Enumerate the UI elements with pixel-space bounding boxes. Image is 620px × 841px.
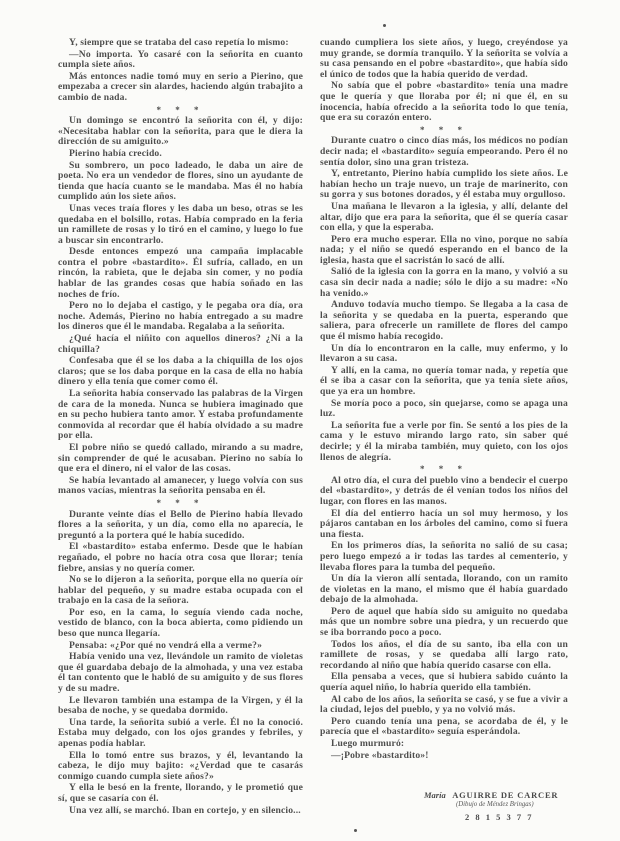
print-mark: [383, 24, 386, 27]
paragraph: Anduvo todavía mucho tiempo. Se llegaba a la casa de la señorita y se quedaba en la puerta, esperando que saliera, para ofrecerle un ramillete de flores del campo que él mismo había recogido.: [320, 299, 568, 343]
paragraph: Y, siempre que se trataba del caso repetía lo mismo:: [69, 37, 289, 48]
paragraph: Desde entonces empezó una campaña implacable contra el pobre «bastardito». Él sufría, callado, en un rincón, la rabieta, que le dejaba sin comer, y no podía hablar de las grandes cosas que había soñado en las noches de frío.: [58, 246, 303, 300]
paragraph: Pensaba: «¿Por qué no vendrá ella a verme?»: [69, 639, 263, 651]
illustration-credit: (Dibujo de Méndez Bringas): [456, 801, 534, 808]
paragraph: Todos los años, el día de su santo, iba ella con un ramillete de rosas, y se quedaba allí largo rato, recordando al niño que había querido casarse con ella.: [320, 638, 568, 671]
paragraph: Una tarde, la señorita subió a verle. Él no la conoció. Estaba muy delgado, con los ojos grandes y febriles, y apenas podía hablar.: [58, 716, 303, 749]
paragraph: Una mañana le llevaron a la iglesia, y allí, delante del altar, dijo que era para la señorita, que él se quería casar con ella, y que la esperaba.: [320, 200, 568, 234]
paragraph: Ella lo tomó entre sus brazos, y él, levantando la cabeza, le dijo muy bajito: «¿Verdad que te casarás conmigo cuando cumpla siete años?»: [58, 749, 303, 782]
paragraph: Le llevaron también una estampa de la Virgen, y él la besaba de noche, y se quedaba dormido.: [58, 694, 303, 717]
paragraph: La señorita había conservado las palabras de la Virgen de cara de la moneda. Nunca se hubiera imaginado que en su pecho hubiera tanto amor. Y estaba profundamente conmovida al recordar que él había olvidado a su madre por ella.: [58, 388, 303, 442]
paragraph: —No importa. Yo casaré con la señorita en cuanto cumpla siete años.: [58, 48, 303, 71]
section-separator: * * *: [156, 497, 205, 508]
paragraph: Durante veinte días el Bello de Pierino había llevado flores a la señorita, y un día, como ella no aparecía, le preguntó a la portera qué le había sucedido.: [58, 508, 303, 541]
paragraph: No se lo dijeron a la señorita, porque ella no quería oír hablar del pequeño, y su madre estaba ocupada con el trabajo en la casa de la señora.: [58, 574, 303, 607]
paragraph: Pierino había crecido.: [69, 147, 162, 159]
paragraph: Un día lo encontraron en la calle, muy enfermo, y lo llevaron a su casa.: [320, 342, 568, 365]
section-separator: * * *: [420, 464, 468, 475]
paragraph: Pero de aquel que había sido su amiguito no quedaba más que un nombre sobre una piedra, y un recuerdo que se iba borrando poco a poco.: [320, 605, 568, 639]
paragraph: El pobre niño se quedó callado, mirando a su madre, sin comprender de qué le acusaban. Pierino no sabía lo que era el dinero, ni el valor de las cosas.: [58, 441, 303, 475]
paragraph: Y, entretanto, Pierino había cumplido los siete años. Le habían hecho un traje nuevo, un traje de marinerito, con su gorra y sus botones dorados, y él estaba muy orgulloso.: [320, 168, 568, 201]
paragraph: No sabía que el pobre «bastardito» tenía una madre que le quería y que lloraba por él; ni que él, en su inocencia, había ofrecido a la señorita todo lo que tenía, que era su corazón entero.: [320, 80, 568, 124]
paragraph: Confesaba que él se los daba a la chiquilla de los ojos claros; que se los daba porque en la casa de ella no había dinero y ella tenía que comer como él.: [58, 355, 303, 388]
section-separator: * * *: [156, 104, 205, 115]
paragraph: Ella pensaba a veces, que si hubiera sabido cuánto la quería aquel niño, lo habría querido ella también.: [320, 671, 568, 694]
paragraph: Unas veces traía flores y les daba un beso, otras se les quedaba en el bolsillo, rotas. Había comprado en la feria un ramillete de rosas y lo tiró en el camino, y luego lo fue a buscar sin encontrarlo.: [58, 202, 303, 246]
paragraph: Pero era mucho esperar. Ella no vino, porque no sabía nada; y el niño se quedó esperando en el banco de la iglesia, hasta que el sacristán lo sacó de allí.: [320, 233, 568, 266]
print-mark: [354, 829, 357, 832]
archive-number: 2 8 1 5 3 7 7: [465, 812, 534, 822]
right-column: [320, 38, 568, 762]
paragraph: Un domingo se encontró la señorita con él, y dijo: «Necesitaba hablar con la señorita, para que le diera la dirección de su amiguito.»: [58, 115, 303, 148]
paragraph: Un día la vieron allí sentada, llorando, con un ramito de violetas en la mano, el mismo que él había guardado debajo de la almohada.: [320, 573, 568, 606]
paragraph: Su sombrero, un poco ladeado, le daba un aire de poeta. No era un vendedor de flores, sino un ayudante de tienda que hacía cuanto se le mandaba. Mas él no había cumplido aún los siete años.: [58, 159, 303, 203]
paragraph: Salió de la iglesia con la gorra en la mano, y volvió a su casa sin decir nada a nadie; sólo le dijo a su madre: «No ha venido.»: [320, 266, 568, 299]
paragraph: Había venido una vez, llevándole un ramito de violetas que él guardaba debajo de la almohada, y una vez estaba él tan contento que le habló de su amiguito y de sus flores y de su madre.: [58, 651, 303, 695]
paragraph: Más entonces nadie tomó muy en serio a Pierino, que empezaba a crecer sin alardes, haciendo algún trabajito a cambio de nada.: [58, 70, 303, 103]
paragraph: La señorita fue a verle por fin. Se sentó a los pies de la cama y le estuvo mirando largo rato, sin saber qué decirle; y él la miraba también, muy quieto, con los ojos llenos de alegría.: [320, 419, 568, 463]
signature-first-name: María: [424, 790, 446, 800]
paragraph: El «bastardito» estaba enfermo. Desde que le habían regañado, el pobre no hacía otra cosa que llorar; tenía fiebre, ansias y no quería comer.: [58, 541, 303, 574]
paragraph: —¡Pobre «bastardito»!: [331, 749, 429, 761]
paragraph: Una vez allí, se marchó. Iban en cortejo, y en silencio...: [69, 804, 301, 816]
signature-surname: AGUIRRE DE CARCER: [452, 790, 559, 800]
paragraph: Pero no lo dejaba el castigo, y le pegaba ora día, ora noche. Además, Pierino no había entregado a su madre los dineros que él le mandaba. Regalaba a la señorita.: [58, 300, 303, 333]
paragraph: cuando cumpliera los siete años, y luego, creyéndose ya muy grande, se dormía tranquilo. Y la señorita se volvía a su casa pensando en el pobre «bastardito», que había sido el único de todos que la había querido de verdad.: [320, 37, 568, 80]
paragraph: Al cabo de los años, la señorita se casó, y se fue a vivir a la ciudad, lejos del pueblo, y ya no volvió más.: [320, 693, 568, 716]
left-column: [58, 38, 303, 817]
paragraph: El día del entierro hacía un sol muy hermoso, y los pájaros cantaban en los árboles del camino, como si fuera una fiesta.: [320, 507, 568, 540]
paragraph: Y ella le besó en la frente, llorando, y le prometió que sí, que se casaría con él.: [58, 782, 303, 804]
author-signature: [424, 790, 558, 800]
paragraph: Al otro día, el cura del pueblo vino a bendecir el cuerpo del «bastardito», y detrás de él venían todos los niños del lugar, con flores en las manos.: [320, 474, 568, 507]
paragraph: Pero cuando tenía una pena, se acordaba de él, y le parecía que el «bastardito» seguía esperándola.: [320, 715, 568, 738]
paragraph: Por eso, en la cama, lo seguía viendo cada noche, vestido de blanco, con la boca abierta, como pidiendo un beso que nunca llegaría.: [58, 606, 303, 640]
paragraph: Y allí, en la cama, no quería tomar nada, y repetía que él se iba a casar con la señorita, que ya tenía siete años, que ya era un hombre.: [320, 364, 568, 397]
paragraph: Se había levantado al amanecer, y luego volvía con sus manos vacías, mientras la señorita pensaba en él.: [58, 474, 303, 497]
section-separator: * * *: [420, 124, 468, 135]
paragraph: En los primeros días, la señorita no salió de su casa; pero luego empezó a ir todas las tardes al cementerio, y llevaba flores para la tumba del pequeño.: [320, 540, 568, 573]
paragraph: Se moría poco a poco, sin quejarse, como se apaga una luz.: [320, 397, 568, 420]
paragraph: Durante cuatro o cinco días más, los médicos no podían decir nada; el «bastardito» seguía empeorando. Pero él no sentía dolor, sino una gran tristeza.: [320, 135, 568, 168]
paragraph: Luego murmuró:: [331, 738, 405, 749]
paragraph: ¿Qué hacía el niñito con aquellos dineros? ¿Ni a la chiquilla?: [58, 333, 303, 355]
